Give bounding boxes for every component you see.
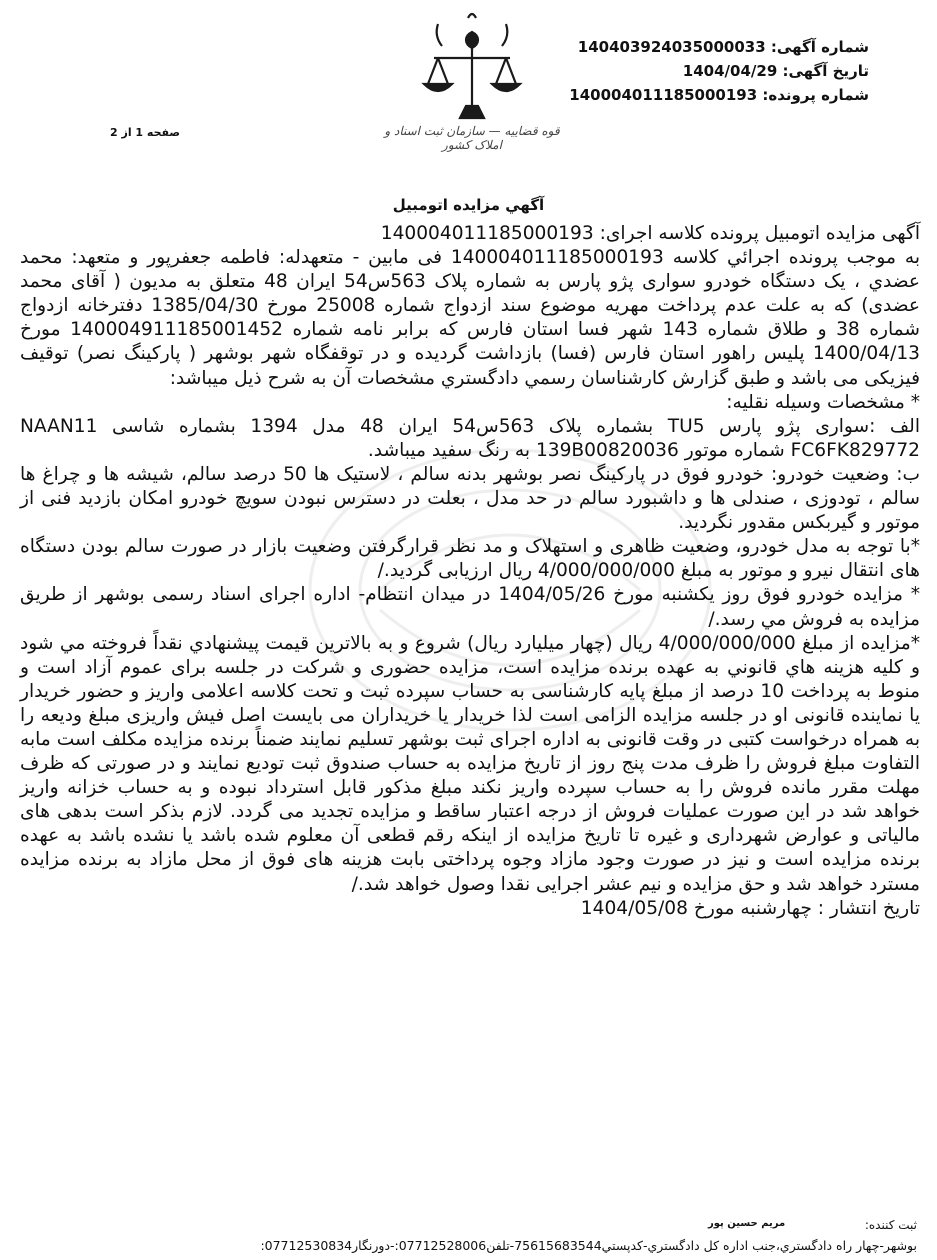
notice-heading-line: آگهی مزایده اتومبیل پرونده کلاسه اجرای: 140004011185000193 [380,223,920,244]
registrar-label: ثبت كننده: [864,1218,917,1232]
notice-body [20,222,920,921]
document-title: آگهي مزايده اتومبيل [392,196,545,214]
notice-date: 1404/04/29 [682,62,778,80]
page-count: صفحه 1 از 2 [110,126,181,139]
valuation-paragraph: *با توجه به مدل خودرو، وضعیت ظاهری و استهلاک و مد نظر قرارگرفتن وضعیت بازار در صورت سالم بودن دستگاه های انتقال نیرو و موتور به مبلغ 4/000/000/000 ریال ارزیابی گردید./ [20,536,920,582]
notice-date-label: تاریخ آگهی: [782,62,869,80]
auction-terms-paragraph: *مزایده از مبلغ 4/000/000/000 ریال (چهار میلیارد ریال) شروع و به بالاترین قیمت پیشنهادي نقداً فروخته مي شود و كليه هزينه هاي قانوني به عهده برنده مزايده است، مزایده حضوری و شرکت در جلسه برای عموم آزاد است و منوط به پرداخت 10 درصد از مبلغ پایه کارشناسی به حساب سپرده ثبت و تحت کلاسه اعلامی واریز و حضور خریدار یا نماینده قانونی او در جلسه مزایده الزامی است لذا خریدار یا خریداران می بایست اصل فیش واریزی مبلغ ودیعه را به همراه درخواست کتبی در وقت قانونی به اداره اجرای ثبت بوشهر تسلیم نمایند ضمناً برنده مزایده مکلف است مابه التفاوت مبلغ فروش را ظرف مدت پنج روز از تاریخ مزایده به حساب صندوق ثبت تودیع نمایند و در صورتی که ظرف مهلت مقرر مانده فروش را به حساب سپرده واریز نکند مبلغ مذکور قابل استرداد نبوده و به حساب خزانه واریز خواهد شد در این صورت عملیات فروش از درجه اعتبار ساقط و مزایده تجدید می گردد. لازم بذکر است بدهی های مالیاتی و عوارض شهرداری و غیره تا تاریخ مزایده از اینکه رقم قطعی آن معلوم شده باشد یا نشده باشد به عهده برنده مزایده است و نیز در صورت وجود مازاد وجوه پرداختی بابت هزینه های فوق از محل مازاد به برنده مزایده مسترد خواهد شد و حق مزایده و نیم عشر اجرایی نقدا وصول خواهد شد./ [20,632,920,895]
footer-address: بوشهر-چهار راه دادگستري،جنب اداره كل دادگستري-كدپستي75615683544-تلفن07712528006:-دورنگار07712530834: [260,1238,917,1253]
publication-date-line: تاریخ انتشار : چهارشنبه مورخ 1404/05/08 [580,897,920,919]
case-number: 140004011185000193 [569,86,758,104]
case-number-line [569,86,869,104]
vehicle-condition-paragraph: ب: وضعیت خودرو: خودرو فوق در پارکینگ نصر بوشهر بدنه سالم ، لاستیک ها 50 درصد سالم، شیشه ها و چراغ ها سالم ، تودوزی ، صندلی ها و داشبورد سالم در حد مدل ، بعلت در دسترس نبودن سویچ خودرو امکان بازدید فنی از موتور و گیربکس مقدور نگردید. [20,463,920,534]
notice-number-line [578,38,869,56]
auction-date-paragraph: * مزایده خودرو فوق روز یکشنبه مورخ 1404/05/26 در میدان انتظام- اداره اجرای اسناد رسمی بوشهر از طريق مزایده به فروش مي رسد./ [20,584,920,630]
vehicle-spec-heading: * مشخصات وسیله نقلیه: [726,391,920,413]
notice-date-line [683,62,869,80]
organization-name: قوه قضاییه — سازمان ثبت اسناد و املاک کشور [384,124,560,152]
vehicle-spec-paragraph: الف :سواری پژو پارس TU5 بشماره پلاک 563س54 ایران 48 مدل 1394 بشماره شاسی NAAN11 FC6FK829772 شماره موتور 139B00820036 به رنگ سفید میباشد. [20,415,920,461]
notice-number-label: شماره آگهی: [770,38,869,56]
registrar-name: مریم حسین پور [708,1218,786,1229]
case-description-paragraph: به موجب پرونده اجرائي كلاسه 140004011185000193 فی مابین - متعهدله: فاطمه جعفرپور و متعهد: محمد عضدي ، یک دستگاه خودرو سواری پژو پارس به شماره پلاک 563س54 ایران 48 متعلق به مدیون ( آقای محمد عضدی) که به علت عدم پرداخت مهریه موضوع سند ازدواج شماره 25008 مورخ 1385/04/30 دفترخانه ازدواج شماره 38 و طلاق شماره 143 شهر فسا استان فارس که برابر نامه شماره 140004911185001452 مورخ 1400/04/13 پلیس راهور استان فارس (فسا) بازداشت گردیده و در توقفگاه شهر بوشهر ( پارکینگ نصر) توقیف فیزیکی می باشد و طبق گزارش کارشناسان رسمي دادگستري مشخصات آن به شرح ذیل میباشد: [20,247,920,389]
case-number-label: شماره پرونده: [762,86,869,104]
notice-number: 140403924035000033 [577,38,766,56]
